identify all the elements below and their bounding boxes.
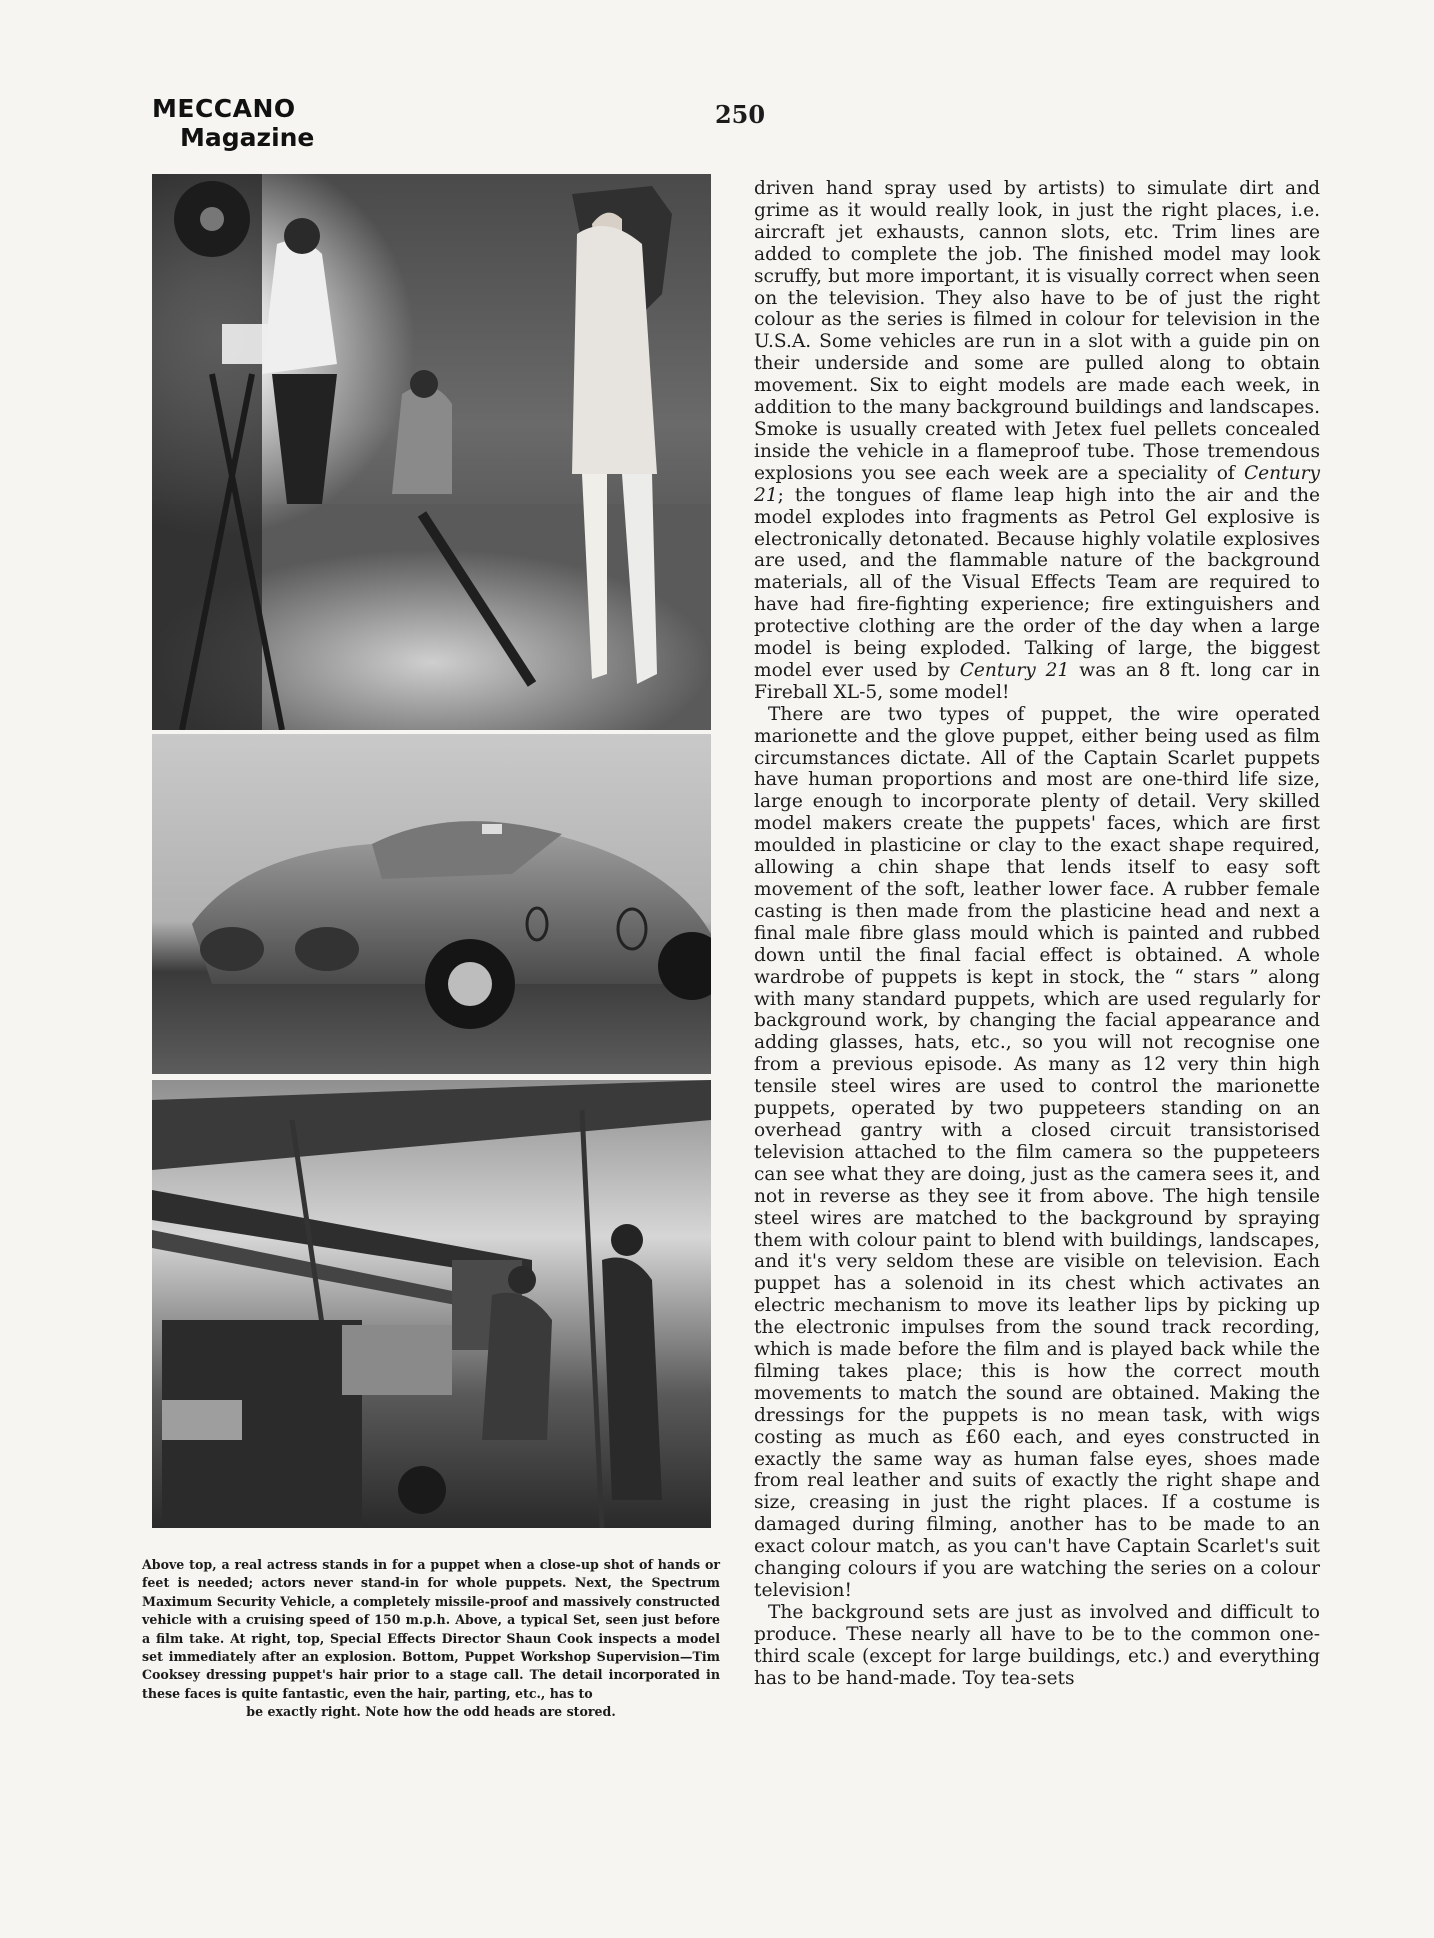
spectrum-security-vehicle-image [152, 734, 711, 1074]
caption-last-line: be exactly right. Note how the odd heads are stored. [246, 1704, 616, 1720]
article-paragraph [754, 178, 1320, 704]
page-number: 250 [714, 100, 766, 129]
caption-text: Above top, a real actress stands in for a puppet when a close-up shot of hands or feet is needed; actors never stand-in for whole puppets. Next, the Spectrum Maximum Security Vehicle, a completely missile-proof and massively constructed vehicle with a cruising speed of 150 m.p.h. Above, a typical Set, seen just before a film take. At right, top, Special Effects Director Shaun Cook inspects a model set immediately after an explosion. Bottom, Puppet Workshop Supervision—Tim Cooksey dressing puppet's hair prior to a stage call. The detail incorporated in these faces is quite fantastic, even the hair, parting, etc., has to [142, 1557, 720, 1701]
article-text: ; the tongues of flame leap high into the air and the model explodes into fragments as Petrol Gel explosive is electronically detonated. Because highly volatile explosives are used, and the flammable nature of the background materials, all of the Visual Effects Team are required to have had fire-fighting experience; fire extinguishers and protective clothing are the order of the day when a large model is being exploded. Talking of large, the biggest model ever used by [754, 484, 1320, 681]
spectrum-security-vehicle-photo [152, 734, 711, 1074]
article-text-column [754, 178, 1320, 1690]
magazine-masthead [152, 94, 314, 152]
article-text: driven hand spray used by artists) to simulate dirt and grime as it would really look, in just the right places, i.e. aircraft jet exhausts, cannon slots, etc. Trim lines are added to complete the job. The finished model may look scruffy, but more important, it is visually correct when seen on the television. They also have to be of just the right colour as the series is filmed in colour for television in the U.S.A. Some vehicles are run in a slot with a guide pin on their underside and some are pulled along to obtain movement. Six to eight models are made each week, in addition to the many background buildings and landscapes. Smoke is usually created with Jetex fuel pellets concealed inside the vehicle in a flameproof tube. Those tremendous explosions you see each week are a speciality of [754, 178, 1320, 484]
article-paragraph: There are two types of puppet, the wire operated marionette and the glove puppet, either being used as film circumstances dictate. All of the Captain Scarlet puppets have human proportions and most are one-third life size, large enough to incorporate plenty of detail. Very skilled model makers create the puppets' faces, which are first moulded in plasticine or clay to the exact shape required, allowing a chin shape that lends itself to easy soft movement of the soft, leather lower face. A rubber female casting is then made from the plasticine head and next a final male fibre glass mould which is painted and rubbed down until the final facial effect is obtained. A whole wardrobe of puppets is kept in stock, the “ stars ” along with many standard puppets, which are used regularly for background work, by changing the facial appearance and adding glasses, hats, etc., so you will not recognise one from a previous episode. As many as 12 very thin high tensile steel wires are used to control the marionette puppets, operated by two puppeteers standing on an overhead gantry with a closed circuit transistorised television attached to the film camera so the puppeteers can see what they are doing, just as the camera sees it, and not in reverse as they see it from above. The high tensile steel wires are matched to the background by spraying them with colour paint to blend with buildings, landscapes, and it's very seldom these are visible on television. Each puppet has a solenoid in its chest which activates an electric mechanism to move its leather lips by picking up the electronic impulses from the sound track recording, which is made before the film and is played back while the filming takes place; this is how the correct mouth movements to match the sound are obtained. Making the dressings for the puppets is no mean task, with wigs costing as much as £60 each, and eyes constructed in exactly the same way as human false eyes, shoes made from real leather and suits of exactly the right shape and size, creasing in just the right places. If a costume is damaged during filming, another has to be made to an exact colour match, as you can't have Captain Scarlet's suit changing colours if you are watching the series on a colour television! [754, 703, 1320, 1601]
film-set-photo [152, 1080, 711, 1528]
photo-caption [142, 1556, 720, 1722]
article-paragraph: The background sets are just as involved and difficult to produce. These nearly all have to be to the common one-third scale (except for large buildings, etc.) and everything has to be hand-made. Toy tea-sets [754, 1601, 1320, 1689]
masthead-subtitle: Magazine [180, 123, 315, 152]
article-text: was an 8 ft. long car in Fireball XL-5, some model! [754, 659, 1320, 703]
actress-stand-in-image [152, 174, 711, 730]
masthead-title: MECCANO [152, 94, 296, 123]
series-title: Century 21 [959, 659, 1070, 681]
actress-stand-in-photo [152, 174, 711, 730]
series-title: Century 21 [754, 462, 1320, 506]
film-set-image [152, 1080, 711, 1528]
photo-column [152, 174, 711, 1528]
